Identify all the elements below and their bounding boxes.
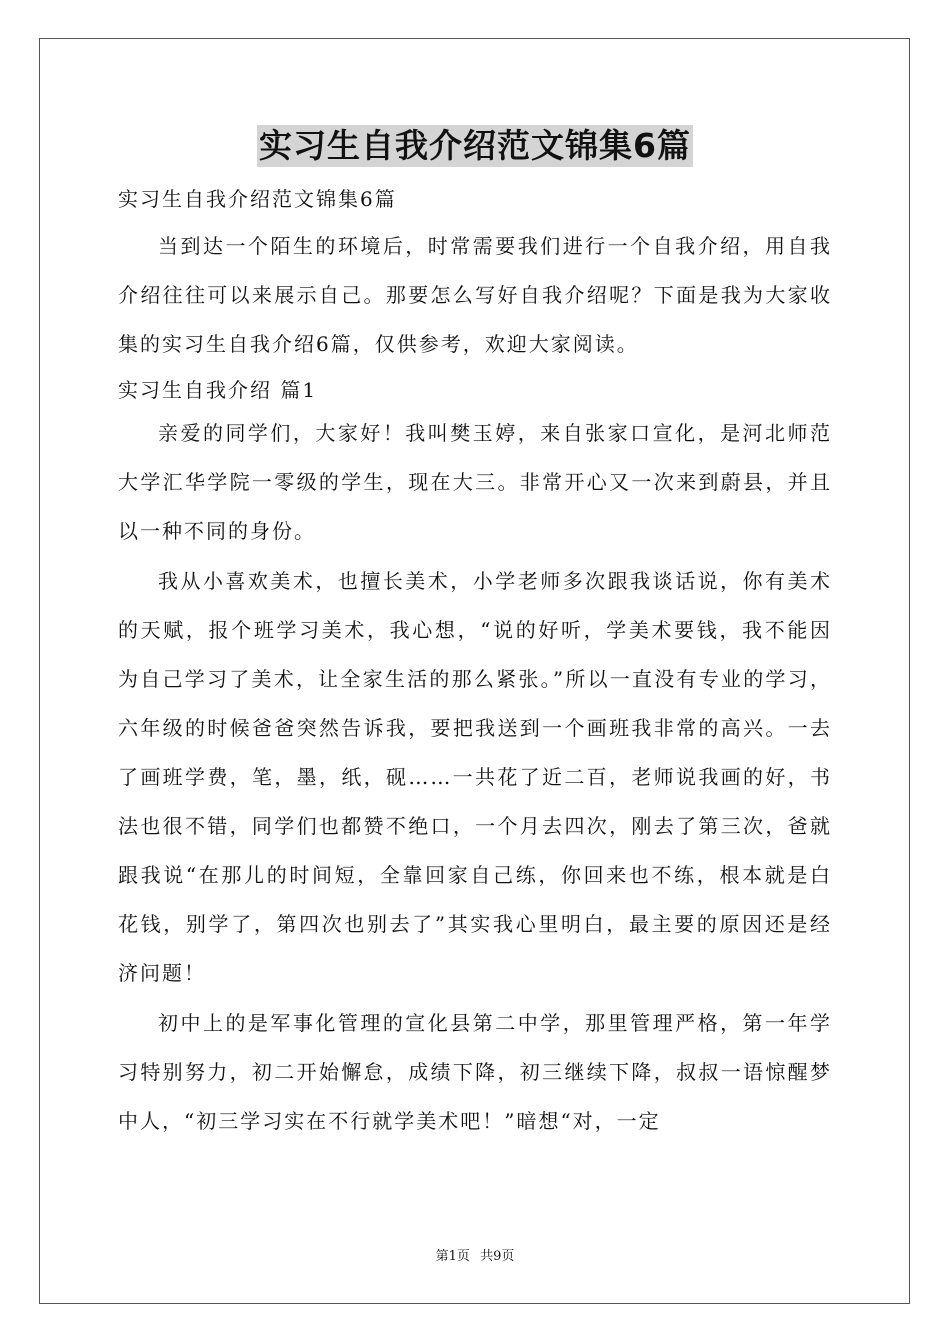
page-number: 第1页 [435,1249,470,1264]
section-heading: 实习生自我介绍 篇1 [118,378,318,402]
document-body [118,180,832,1147]
body-paragraph: 亲爱的同学们，大家好！我叫樊玉婷，来自张家口宣化，是河北师范大学汇华学院一零级的学生，现在大三。非常开心又一次来到蔚县，并且以一种不同的身份。 [118,421,832,543]
page-total: 共9页 [480,1249,515,1264]
title-wrap [0,125,950,167]
page-footer [0,1245,950,1264]
body-paragraph: 初中上的是军事化管理的宣化县第二中学，那里管理严格，第一年学习特别努力，初二开始懈怠，成绩下降，初三继续下降，叔叔一语惊醒梦中人，“初三学习实在不行就学美术吧！”暗想“对，一定 [118,1011,832,1133]
document-subtitle: 实习生自我介绍范文锦集6篇 [118,187,397,211]
body-paragraph: 我从小喜欢美术，也擅长美术，小学老师多次跟我谈话说，你有美术的天赋，报个班学习美术，我心想，“说的好听，学美术要钱，我不能因为自己学习了美术，让全家生活的那么紧张。”所以一直没有专业的学习，六年级的时候爸爸突然告诉我，要把我送到一个画班我非常的高兴。一去了画班学费，笔，墨，纸，砚……一共花了近二百，老师说我画的好，书法也很不错，同学们也都赞不绝口，一个月去四次，刚去了第三次，爸就跟我说“在那儿的时间短，全靠回家自己练，你回来也不练，根本就是白花钱，别学了，第四次也别去了”其实我心里明白，最主要的原因还是经济问题！ [118,569,832,985]
intro-paragraph: 当到达一个陌生的环境后，时常需要我们进行一个自我介绍，用自我介绍往往可以来展示自己。那要怎么写好自我介绍呢？下面是我为大家收集的实习生自我介绍6篇，仅供参考，欢迎大家阅读。 [118,234,832,356]
document-title: 实习生自我介绍范文锦集6篇 [259,126,691,165]
